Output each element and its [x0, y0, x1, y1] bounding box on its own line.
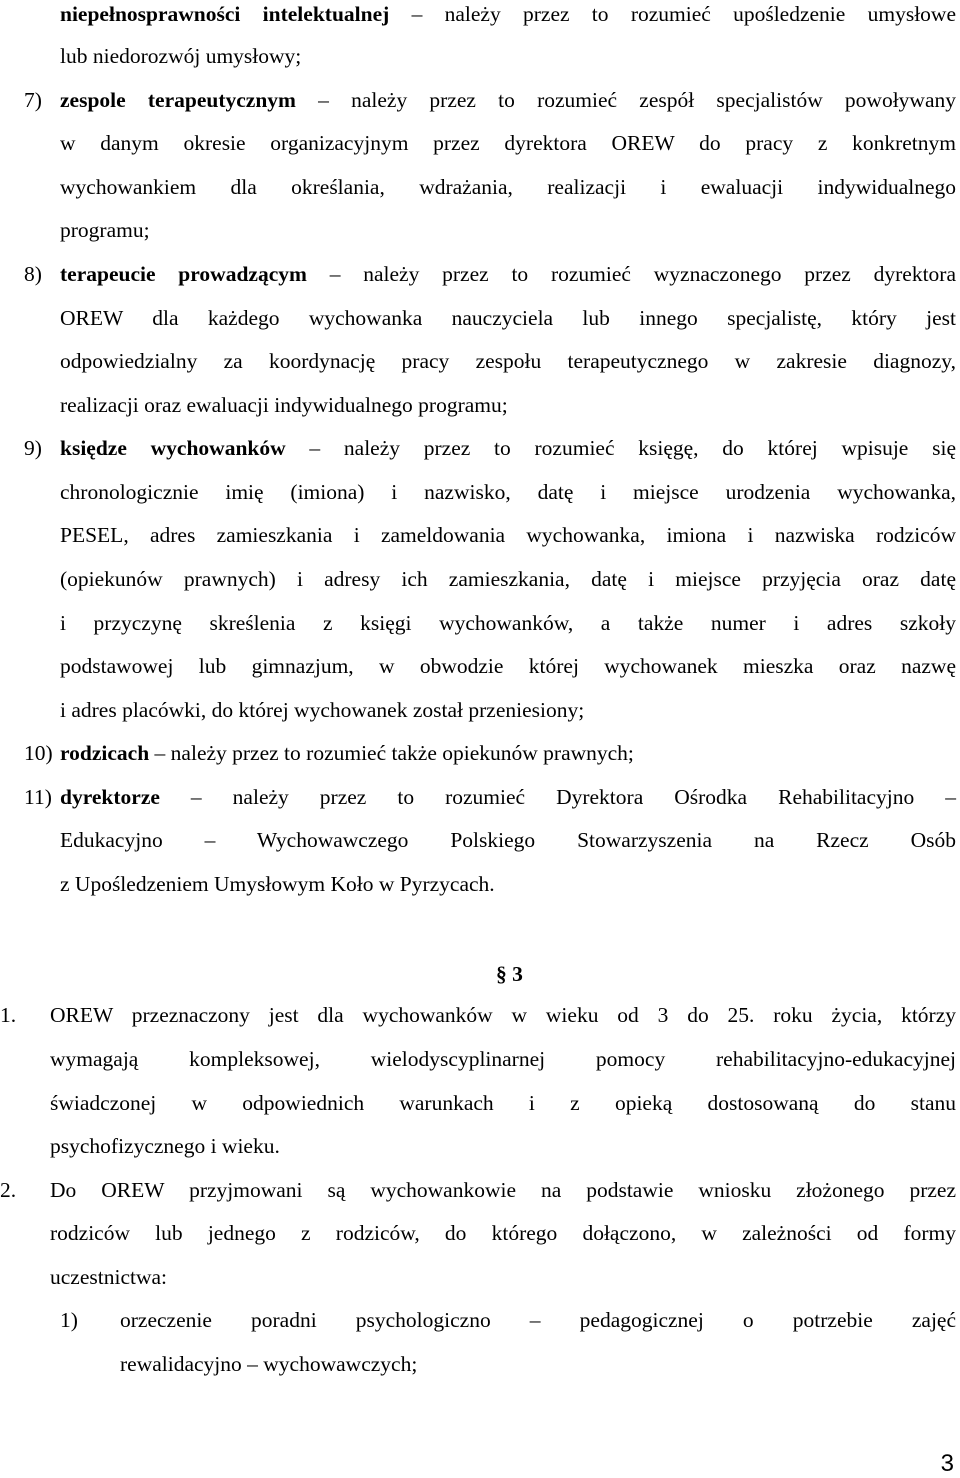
text-line: dyrektorze – należy przez to rozumieć Dyrektora Ośrodka Rehabilitacyjno – [60, 785, 956, 809]
list-number: 10) [24, 741, 53, 765]
section-heading: § 3 [496, 962, 523, 986]
term: niepełnosprawności intelektualnej [60, 2, 390, 26]
list-number: 9) [24, 436, 42, 460]
text-line: rewalidacyjno – wychowawczych; [120, 1352, 418, 1376]
text-line: rodzicach – należy przez to rozumieć także opiekunów prawnych; [60, 741, 634, 765]
text-line: rodziców lub jednego z rodziców, do którego dołączono, w zależności od formy [50, 1221, 956, 1245]
text-line: OREW dla każdego wychowanka nauczyciela lub innego specjalistę, który jest [60, 306, 956, 330]
text-line: programu; [60, 218, 150, 242]
text-line: świadczonej w odpowiednich warunkach i z opieką dostosowaną do stanu [50, 1091, 956, 1115]
term: terapeucie prowadzącym [60, 262, 307, 286]
text-line: uczestnictwa: [50, 1265, 168, 1289]
text-line: wychowankiem dla określania, wdrażania, realizacji i ewaluacji indywidualnego [60, 175, 956, 199]
text-line: z Upośledzeniem Umysłowym Koło w Pyrzycach. [60, 872, 495, 896]
text-line: wymagają kompleksowej, wielodyscyplinarnej pomocy rehabilitacyjno-edukacyjnej [50, 1047, 956, 1071]
list-number: 7) [24, 88, 42, 112]
page-number: 3 [940, 1450, 954, 1477]
text-line: psychofizycznego i wieku. [50, 1134, 280, 1158]
text-line: orzeczenie poradni psychologiczno – pedagogicznej o potrzebie zajęć [120, 1308, 956, 1332]
text-line: zespole terapeutycznym – należy przez to rozumieć zespół specjalistów powoływany [60, 88, 956, 112]
text-line: księdze wychowanków – należy przez to rozumieć księgę, do której wpisuje się [60, 436, 956, 460]
text-line: podstawowej lub gimnazjum, w obwodzie której wychowanek mieszka oraz nazwę [60, 654, 956, 678]
list-number: 2. [0, 1178, 17, 1202]
text-line: realizacji oraz ewaluacji indywidualnego programu; [60, 393, 508, 417]
text-line: odpowiedzialny za koordynację pracy zespołu terapeutycznego w zakresie diagnozy, [60, 349, 956, 373]
text-line: terapeucie prowadzącym – należy przez to rozumieć wyznaczonego przez dyrektora [60, 262, 956, 286]
text-line: i przyczynę skreślenia z księgi wychowanków, a także numer i adres szkoły [60, 611, 956, 635]
text-line: PESEL, adres zamieszkania i zameldowania wychowanka, imiona i nazwiska rodziców [60, 523, 956, 547]
list-number: 11) [24, 785, 52, 809]
text-line: chronologicznie imię (imiona) i nazwisko, datę i miejsce urodzenia wychowanka, [60, 480, 956, 504]
text-line: lub niedorozwój umysłowy; [60, 44, 302, 68]
text-line: Do OREW przyjmowani są wychowankowie na podstawie wniosku złożonego przez [50, 1178, 956, 1202]
text-line: OREW przeznaczony jest dla wychowanków w wieku od 3 do 25. roku życia, którzy [50, 1003, 956, 1027]
text-line: niepełnosprawności intelektualnej – należy przez to rozumieć upośledzenie umysłowe [60, 2, 956, 26]
text-line: w danym okresie organizacyjnym przez dyrektora OREW do pracy z konkretnym [60, 131, 956, 155]
list-number: 1) [60, 1308, 78, 1332]
text-line: Edukacyjno – Wychowawczego Polskiego Stowarzyszenia na Rzecz Osób [60, 828, 956, 852]
text-line: (opiekunów prawnych) i adresy ich zamieszkania, datę i miejsce przyjęcia oraz datę [60, 567, 956, 591]
list-number: 8) [24, 262, 42, 286]
term: dyrektorze [60, 785, 160, 809]
term: zespole terapeutycznym [60, 88, 296, 112]
list-number: 1. [0, 1003, 17, 1027]
term: rodzicach [60, 741, 150, 765]
text-line: i adres placówki, do której wychowanek został przeniesiony; [60, 698, 585, 722]
term: księdze wychowanków [60, 436, 286, 460]
